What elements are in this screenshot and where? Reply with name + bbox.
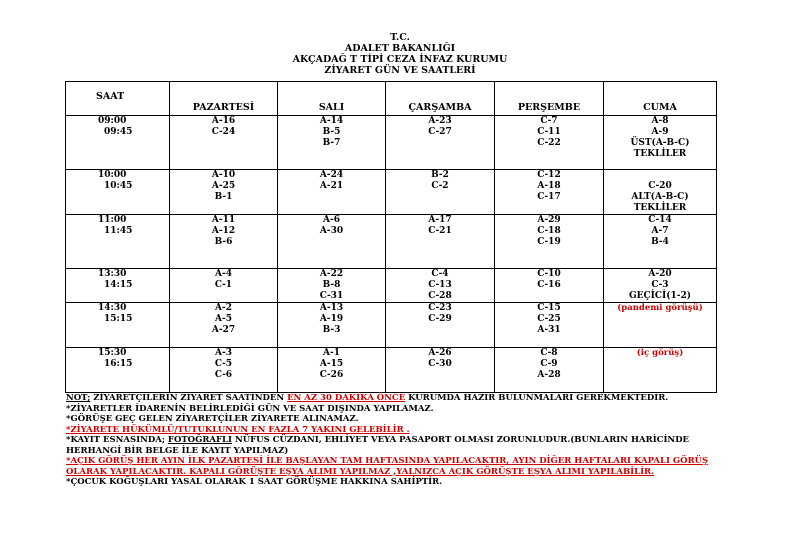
schedule-row [66,116,717,170]
ward-code: C-11 [537,127,561,137]
ward-code: A-1 [323,348,340,358]
ward-code: B-6 [214,237,233,247]
ward-code: C-7 [540,116,558,126]
ward-code: C-20 [648,181,672,191]
time-end: 09:45 [104,127,133,137]
col-header-pazartesi: PAZARTESİ [170,82,278,116]
ward-code: A-22 [319,269,344,279]
ward-code: A-9 [651,127,669,137]
ward-code: A-4 [215,269,232,279]
ward-code: C-21 [428,226,452,236]
ward-code: A-8 [651,116,669,126]
ward-code: A-29 [537,215,561,225]
sali-cell [278,215,386,269]
col-header-carsamba: ÇARŞAMBA [386,82,495,116]
ward-code: A-17 [428,215,452,225]
persembe-cell [495,170,604,215]
cuma-cell [604,303,717,348]
schedule-row [66,170,717,215]
note-arrival: NOT; ZİYARETÇİLERİN ZİYARET SAATİNDEN EN AZ 30 DAKİKA ÖNCE KURUMDA HAZIR BULUNMALARI GEREKMEKTEDİR. [66,393,669,403]
ward-code: A-23 [428,116,452,126]
col-header-saat: SAAT [66,82,170,116]
ward-code: A-5 [215,314,232,324]
pazartesi-cell [170,215,278,269]
carsamba-cell [386,303,495,348]
time-end: 11:45 [104,226,133,236]
ward-code: C-26 [319,370,344,380]
ward-code: A-19 [319,314,344,324]
ward-code: C-27 [428,127,452,137]
sali-cell [278,116,386,170]
cuma-cell [604,116,717,170]
ward-code: (iç görüş) [636,348,684,358]
ward-code: C-1 [214,280,233,290]
sali-cell [278,170,386,215]
time-slot-cell [66,269,170,303]
ward-code: A-3 [215,348,232,358]
ward-code: B-8 [322,280,341,290]
note-child-wards: *ÇOCUK KOĞUŞLARI YASAL OLARAK 1 SAAT GÖRÜŞME HAKKINA SAHİPTİR. [66,477,443,487]
note-open-visit: *AÇIK GÖRÜŞ HER AYIN İLK PAZARTESİ İLE BAŞLAYAN TAM HAFTASINDA YAPILACAKTIR, AYIN DİĞER HAFTALARI KAPALI GÖRÜŞ OLARAK YAPILACAKTIR. KAPALI GÖRÜŞTE EŞYA ALIMI YAPILMAZ ,YALNIZCA AÇIK GÖRÜŞTE EŞYA ALIMI YAPILABİLİR. [66,456,709,477]
time-slot-cell [66,215,170,269]
ward-code: ÜST(A-B-C) [630,138,690,148]
ward-code: A-12 [211,226,236,236]
schedule-row [66,269,717,303]
col-header-sali: SALI [278,82,386,116]
ward-code: A-27 [211,325,236,335]
pazartesi-cell [170,269,278,303]
notes-section [66,393,746,488]
ward-code: A-30 [319,226,344,236]
ward-code: C-2 [431,181,449,191]
ward-code: C-29 [428,314,452,324]
ward-code: ALT(A-B-C) [631,192,689,202]
ward-code: C-17 [537,192,561,202]
ward-code: A-24 [319,170,344,180]
header-ministry: ADALET BAKANLIĞI [344,43,456,54]
header-title: ZİYARET GÜN VE SAATLERİ [324,65,476,76]
ward-code: C-9 [540,359,558,369]
cuma-cell [604,215,717,269]
cuma-cell [604,269,717,303]
ward-code: C-14 [648,215,672,225]
col-header-persembe: PERŞEMBE [495,82,604,116]
ward-code: (pandemi görüşü) [617,303,703,313]
ward-code: B-3 [322,325,341,335]
ward-code: TEKLİLER [633,149,687,159]
time-end: 16:15 [104,359,133,369]
time-start: 14:30 [98,303,127,313]
ward-code: B-1 [214,192,233,202]
time-start: 10:00 [98,170,127,180]
pazartesi-cell [170,348,278,393]
document-header [0,32,800,76]
visit-schedule-table [65,81,717,393]
carsamba-cell [386,215,495,269]
ward-code: A-21 [319,181,344,191]
ward-code: B-2 [431,170,449,180]
time-slot-cell [66,170,170,215]
persembe-cell [495,303,604,348]
cuma-cell [604,170,717,215]
time-slot-cell [66,303,170,348]
schedule-row [66,215,717,269]
ward-code: A-20 [648,269,672,279]
time-start: 11:00 [98,215,127,225]
schedule-row [66,348,717,393]
ward-code: A-2 [215,303,232,313]
time-start: 15:30 [98,348,127,358]
persembe-cell [495,269,604,303]
time-end: 14:15 [104,280,133,290]
time-slot-cell [66,116,170,170]
persembe-cell [495,116,604,170]
ward-code: A-11 [211,215,236,225]
col-header-cuma: CUMA [604,82,717,116]
ward-code: C-30 [428,359,452,369]
ward-code: A-25 [211,181,236,191]
time-start: 09:00 [98,116,127,126]
sali-cell [278,269,386,303]
sali-cell [278,303,386,348]
sali-cell [278,348,386,393]
ward-code: C-13 [428,280,452,290]
ward-code: TEKLİLER [633,203,687,213]
ward-code: C-6 [214,370,233,380]
note-max-relatives: *ZİYARETE HÜKÜMLÜ/TUTUKLUNUN EN FAZLA 7 YAKINI GELEBİLİR . [66,424,410,435]
ward-code: A-31 [537,325,561,335]
ward-code: C-3 [651,280,669,290]
persembe-cell [495,348,604,393]
carsamba-cell [386,170,495,215]
ward-code: C-25 [537,314,561,324]
pazartesi-cell [170,303,278,348]
ward-code: C-4 [431,269,449,279]
time-end: 10:45 [104,181,133,191]
note-visit-times: *ZİYARETLER İDARENİN BELİRLEDİĞİ GÜN VE SAAT DIŞINDA YAPILAMAZ. [66,403,434,414]
time-end: 15:15 [104,314,133,324]
cuma-cell [604,348,717,393]
ward-code: A-28 [537,370,561,380]
ward-code: C-18 [537,226,561,236]
ward-code: C-15 [537,303,561,313]
ward-code: C-23 [428,303,452,313]
pazartesi-cell [170,170,278,215]
ward-code: A-15 [319,359,344,369]
time-slot-cell [66,348,170,393]
carsamba-cell [386,269,495,303]
time-start: 13:30 [98,269,127,279]
ward-code: A-10 [211,170,236,180]
ward-code [604,170,716,181]
ward-code: A-16 [211,116,236,126]
schedule-row [66,303,717,348]
ward-code: A-13 [319,303,344,313]
ward-code: C-5 [214,359,233,369]
ward-code: A-6 [323,215,340,225]
ward-code: C-19 [537,237,561,247]
ward-code: B-5 [322,127,341,137]
ward-code: C-28 [428,291,452,301]
ward-code: C-8 [540,348,558,358]
carsamba-cell [386,116,495,170]
pazartesi-cell [170,116,278,170]
ward-code: B-7 [322,138,341,148]
ward-code: C-24 [211,127,236,137]
persembe-cell [495,215,604,269]
ward-code: C-31 [319,291,344,301]
header-tc: T.C. [390,32,410,43]
ward-code: C-12 [537,170,561,180]
ward-code: A-26 [428,348,452,358]
ward-code: C-22 [537,138,561,148]
ward-code: C-10 [537,269,561,279]
ward-code: C-16 [537,280,561,290]
note-late-visitors: *GÖRÜŞE GEÇ GELEN ZİYARETÇİLER ZİYARETE ALINAMAZ. [66,414,359,424]
ward-code: A-7 [651,226,669,236]
ward-code: GEÇİCİ(1-2) [628,291,692,301]
ward-code: B-4 [651,237,669,247]
ward-code: A-14 [319,116,344,126]
carsamba-cell [386,348,495,393]
note-id-required: *KAYIT ESNASINDA; FOTOĞRAFLI NÜFUS CÜZDANI, EHLİYET VEYA PASAPORT OLMASI ZORUNLUDUR.(BUNLARIN HARİCİNDE HERHANGİ BİR BELGE İLE KAYIT YAPILMAZ) [66,435,690,456]
ward-code: A-18 [537,181,561,191]
header-institution: AKÇADAĞ T TİPİ CEZA İNFAZ KURUMU [292,54,508,65]
